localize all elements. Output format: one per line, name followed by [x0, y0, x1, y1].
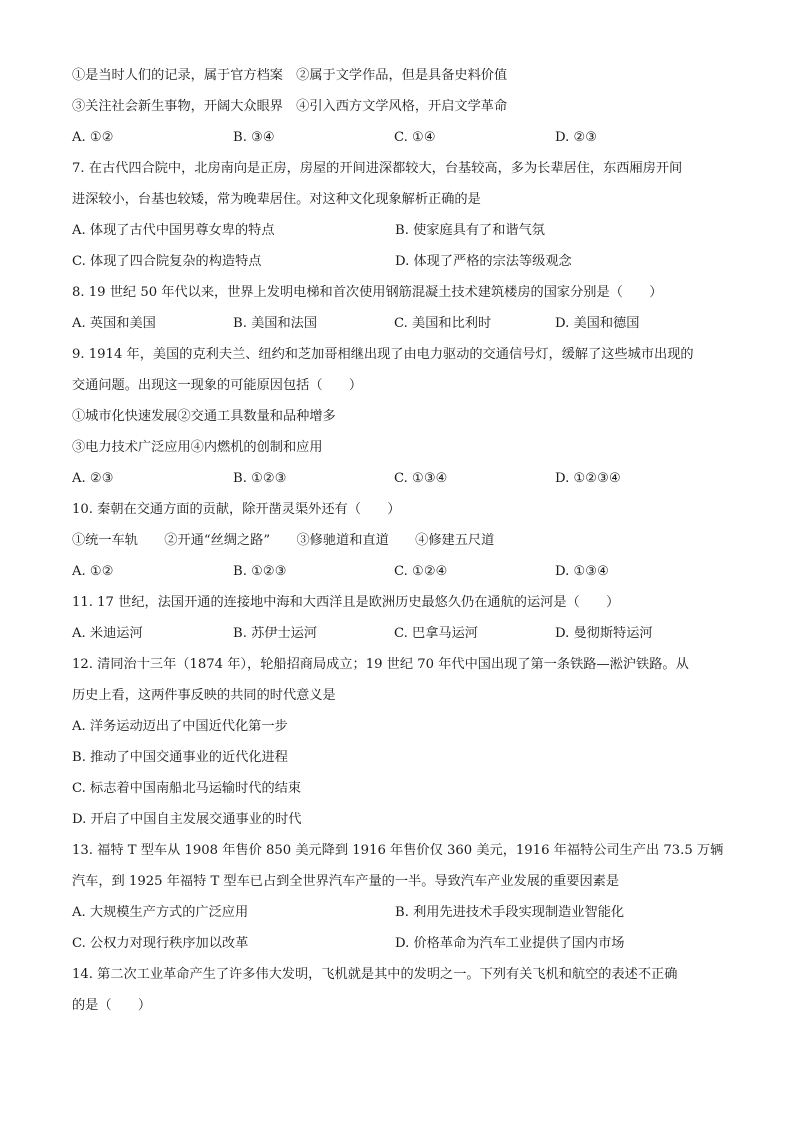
option-d: D. ①③④ [555, 564, 609, 579]
q14-stem: 的是（ ） [72, 998, 152, 1013]
option-c: C. 公权力对现行秩序加以改革 [72, 936, 249, 951]
exam-page [72, 63, 732, 1024]
q11-stem: 11. 17 世纪，法国开通的连接地中海和大西洋且是欧洲历史最悠久仍在通航的运河是（ ） [72, 595, 620, 610]
q7-options [72, 218, 732, 249]
q9-items: ③电力技术广泛应用④内燃机的创制和应用 [72, 440, 323, 455]
option-a: A. ②③ [72, 471, 114, 486]
option-b: B. 美国和法国 [233, 316, 318, 331]
option-a: A. 体现了古代中国男尊女卑的特点 [72, 223, 275, 238]
option-b: B. 利用先进技术手段实现制造业智能化 [395, 905, 625, 920]
q11-options [72, 621, 732, 652]
q10-stem: 10. 秦朝在交通方面的贡献，除开凿灵渠外还有（ ） [72, 502, 401, 517]
q9-options [72, 466, 732, 497]
option-d: D. 体现了严格的宗法等级观念 [395, 254, 572, 269]
q10-items: ①统一车轨 ②开通“丝绸之路” ③修驰道和直道 ④修建五尺道 [72, 533, 495, 548]
q7-stem: 7. 在古代四合院中，北房南向是正房，房屋的开间进深都较大，台基较高，多为长辈居住，东西厢房开间 [72, 161, 683, 176]
option-d: D. 开启了中国自主发展交通事业的时代 [72, 812, 302, 827]
option-b: B. ①②③ [233, 471, 287, 486]
option-c: C. ①②④ [394, 564, 448, 579]
option-a: A. 英国和美国 [72, 316, 156, 331]
q8-stem: 8. 19 世纪 50 年代以来，世界上发明电梯和首次使用钢筋混凝土技术建筑楼房的国家分别是（ ） [72, 285, 663, 300]
option-d: D. 曼彻斯特运河 [555, 626, 653, 641]
q8-options [72, 311, 732, 342]
option-c: C. 美国和比利时 [394, 316, 492, 331]
option-b: B. ①②③ [233, 564, 287, 579]
option-a: A. ①② [72, 130, 114, 145]
option-b: B. 推动了中国交通事业的近代化进程 [72, 750, 288, 765]
option-b: B. 使家庭具有了和谐气氛 [395, 223, 545, 238]
option-c: C. 巴拿马运河 [394, 626, 478, 641]
q9-items: ①城市化快速发展②交通工具数量和品种增多 [72, 409, 336, 424]
text-line: ①是当时人们的记录，属于官方档案 ②属于文学作品，但是具备史料价值 [72, 68, 508, 83]
q12-stem: 12. 清同治十三年（1874 年），轮船招商局成立；19 世纪 70 年代中国出现了第一条铁路—淞沪铁路。从 [72, 657, 689, 672]
q6-options [72, 125, 732, 156]
q10-options [72, 559, 732, 590]
q9-stem: 9. 1914 年，美国的克利夫兰、纽约和芝加哥相继出现了由电力驱动的交通信号灯，缓解了这些城市出现的 [72, 347, 694, 362]
option-c: C. ①④ [394, 130, 436, 145]
q13-stem: 13. 福特 T 型车从 1908 年售价 850 美元降到 1916 年售价仅 360 美元，1916 年福特公司生产出 73.5 万辆 [72, 843, 724, 858]
option-c: C. 体现了四合院复杂的构造特点 [72, 254, 262, 269]
option-a: A. 洋务运动迈出了中国近代化第一步 [72, 719, 288, 734]
option-c: C. 标志着中国南船北马运输时代的结束 [72, 781, 302, 796]
q13-stem: 汽车，到 1925 年福特 T 型车已占到全世界汽车产量的一半。导致汽车产业发展的重要因素是 [72, 874, 620, 889]
q14-stem: 14. 第二次工业革命产生了许多伟大发明，飞机就是其中的发明之一。下列有关飞机和航空的表述不正确 [72, 967, 678, 982]
option-d: D. ①②③④ [555, 471, 621, 486]
q12-stem: 历史上看，这两件事反映的共同的时代意义是 [72, 688, 336, 703]
q9-stem: 交通问题。出现这一现象的可能原因包括（ ） [72, 378, 363, 393]
option-d: D. 价格革命为汽车工业提供了国内市场 [395, 936, 625, 951]
option-a: A. 米迪运河 [72, 626, 143, 641]
q13-options [72, 931, 732, 962]
option-c: C. ①③④ [394, 471, 448, 486]
option-d: D. ②③ [555, 130, 598, 145]
q13-options [72, 900, 732, 931]
option-a: A. ①② [72, 564, 114, 579]
option-b: B. 苏伊士运河 [233, 626, 318, 641]
q7-options [72, 249, 732, 280]
option-b: B. ③④ [233, 130, 275, 145]
q7-stem: 进深较小，台基也较矮，常为晚辈居住。对这种文化现象解析正确的是 [72, 192, 481, 207]
option-d: D. 美国和德国 [555, 316, 640, 331]
text-line: ③关注社会新生事物，开阔大众眼界 ④引入西方文学风格，开启文学革命 [72, 99, 508, 114]
option-a: A. 大规模生产方式的广泛应用 [72, 905, 249, 920]
